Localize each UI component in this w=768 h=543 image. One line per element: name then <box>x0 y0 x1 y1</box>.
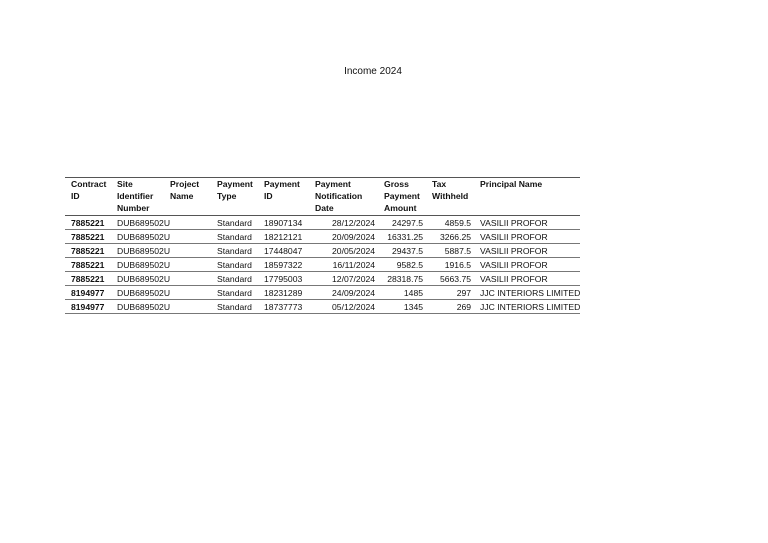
cell-site-identifier-number: DUB689502U <box>117 287 171 298</box>
cell-gross-payment-amount: 1485 <box>384 286 432 300</box>
cell-payment-notification-date: 20/05/2024 <box>315 244 384 258</box>
table-body <box>65 216 580 314</box>
cell-payment-notification-date: 20/09/2024 <box>315 230 384 244</box>
cell-project-name <box>170 286 217 300</box>
cell-site-identifier-number: DUB689502U <box>117 259 171 270</box>
table-row <box>65 230 580 244</box>
cell-payment-id: 18597322 <box>264 258 315 272</box>
cell-payment-notification-date: 05/12/2024 <box>315 300 384 314</box>
cell-project-name <box>170 216 217 230</box>
cell-principal-name: VASILII PROFOR <box>480 216 580 230</box>
cell-payment-id: 18907134 <box>264 216 315 230</box>
cell-project-name <box>170 300 217 314</box>
cell-tax-withheld: 297 <box>432 286 480 300</box>
cell-tax-withheld: 4859.5 <box>432 216 480 230</box>
cell-contract-id: 7885221 <box>65 272 117 286</box>
table-row <box>65 272 580 286</box>
cell-site-identifier-number: DUB689502U <box>117 245 171 256</box>
cell-site-identifier-number: DUB689502U <box>117 231 171 242</box>
header-principal-name: Principal Name <box>480 178 580 216</box>
cell-tax-withheld: 5663.75 <box>432 272 480 286</box>
cell-project-name <box>170 230 217 244</box>
cell-contract-id: 7885221 <box>65 258 117 272</box>
cell-payment-notification-date: 24/09/2024 <box>315 286 384 300</box>
table-row <box>65 216 580 230</box>
cell-gross-payment-amount: 24297.5 <box>384 216 432 230</box>
cell-principal-name: VASILII PROFOR <box>480 230 580 244</box>
header-site-identifier-number: Site Identifier Number <box>117 178 170 216</box>
table-header-row <box>65 178 580 216</box>
cell-gross-payment-amount: 16331.25 <box>384 230 432 244</box>
table-row <box>65 300 580 314</box>
cell-payment-type: Standard <box>217 258 264 272</box>
header-payment-id: Payment ID <box>264 178 315 216</box>
cell-gross-payment-amount: 9582.5 <box>384 258 432 272</box>
cell-payment-type: Standard <box>217 286 264 300</box>
income-table <box>65 177 580 314</box>
cell-tax-withheld: 5887.5 <box>432 244 480 258</box>
header-project-name: Project Name <box>170 178 217 216</box>
table-row <box>65 286 580 300</box>
cell-site-identifier-number: DUB689502U <box>117 301 171 312</box>
header-payment-type: Payment Type <box>217 178 264 216</box>
cell-payment-id: 18212121 <box>264 230 315 244</box>
cell-project-name <box>170 272 217 286</box>
cell-payment-type: Standard <box>217 216 264 230</box>
cell-principal-name: VASILII PROFOR <box>480 244 580 258</box>
cell-contract-id: 7885221 <box>65 244 117 258</box>
cell-payment-type: Standard <box>217 300 264 314</box>
cell-payment-id: 17448047 <box>264 244 315 258</box>
cell-principal-name: JJC INTERIORS LIMITED <box>480 287 581 298</box>
cell-gross-payment-amount: 28318.75 <box>384 272 432 286</box>
cell-site-identifier-number: DUB689502U <box>117 217 171 228</box>
cell-contract-id: 7885221 <box>65 230 117 244</box>
cell-contract-id: 8194977 <box>65 300 117 314</box>
cell-principal-name: JJC INTERIORS LIMITED <box>480 301 581 312</box>
cell-contract-id: 8194977 <box>65 286 117 300</box>
cell-tax-withheld: 269 <box>432 300 480 314</box>
cell-payment-type: Standard <box>217 272 264 286</box>
cell-site-identifier-number: DUB689502U <box>117 273 171 284</box>
cell-project-name <box>170 258 217 272</box>
cell-payment-id: 17795003 <box>264 272 315 286</box>
cell-payment-notification-date: 12/07/2024 <box>315 272 384 286</box>
header-tax-withheld: Tax Withheld <box>432 178 480 216</box>
cell-payment-type: Standard <box>217 230 264 244</box>
table-row <box>65 244 580 258</box>
header-gross-payment-amount: Gross Payment Amount <box>384 178 432 216</box>
cell-payment-notification-date: 28/12/2024 <box>315 216 384 230</box>
cell-gross-payment-amount: 29437.5 <box>384 244 432 258</box>
cell-tax-withheld: 1916.5 <box>432 258 480 272</box>
header-contract-id: Contract ID <box>65 178 117 216</box>
cell-payment-notification-date: 16/11/2024 <box>315 258 384 272</box>
cell-principal-name: VASILII PROFOR <box>480 272 580 286</box>
cell-payment-type: Standard <box>217 244 264 258</box>
header-payment-notification-date: Payment Notification Date <box>315 178 384 216</box>
table-row <box>65 258 580 272</box>
cell-tax-withheld: 3266.25 <box>432 230 480 244</box>
cell-contract-id: 7885221 <box>65 216 117 230</box>
cell-project-name <box>170 244 217 258</box>
cell-gross-payment-amount: 1345 <box>384 300 432 314</box>
cell-principal-name: VASILII PROFOR <box>480 258 580 272</box>
cell-payment-id: 18231289 <box>264 286 315 300</box>
page-title: Income 2024 <box>344 66 402 77</box>
cell-payment-id: 18737773 <box>264 300 315 314</box>
